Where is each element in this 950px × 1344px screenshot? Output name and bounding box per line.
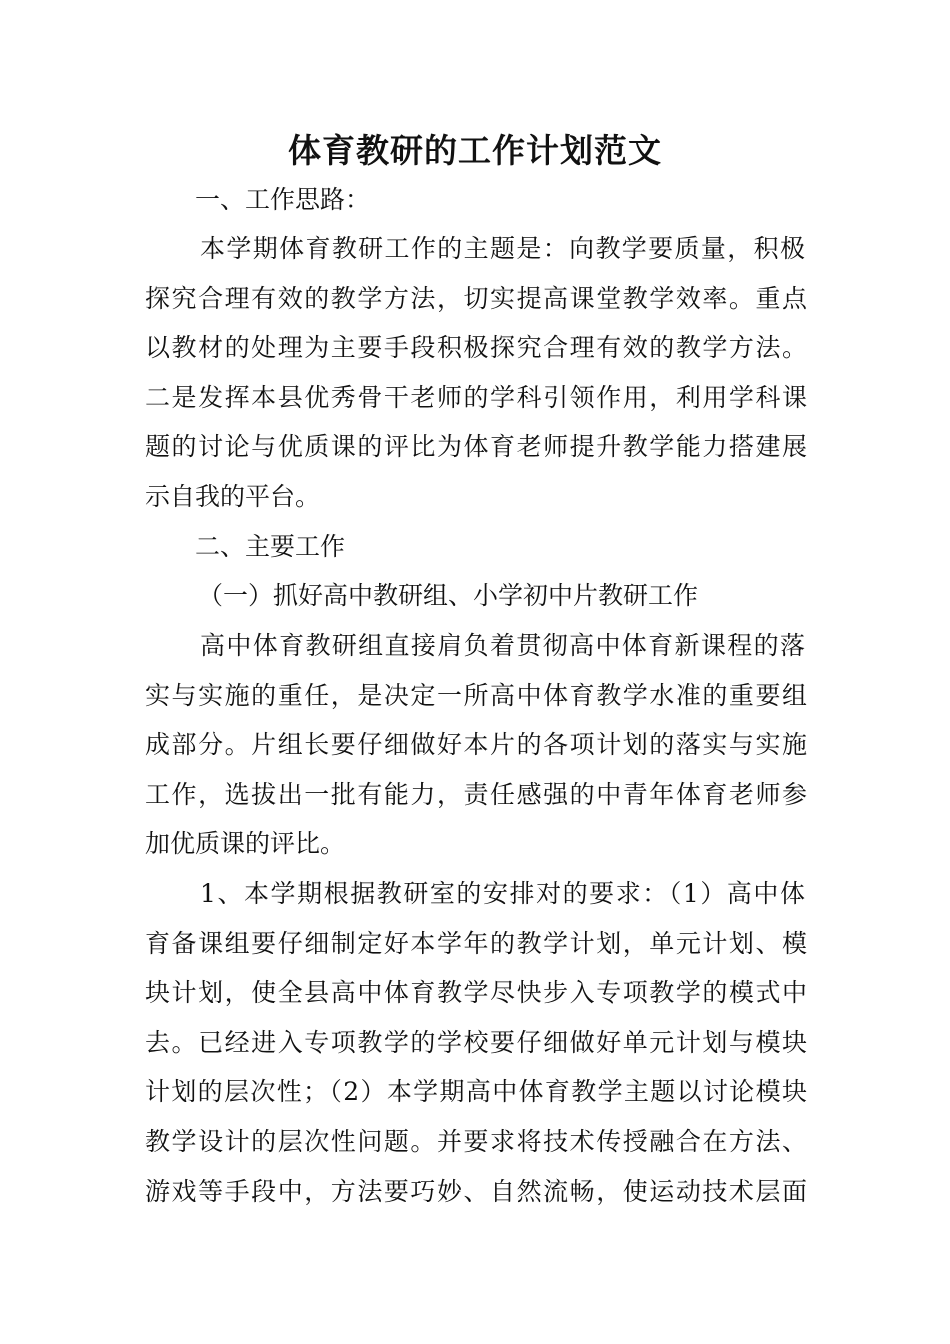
paragraph-line: 块计划，使全县高中体育教学尽快步入专项教学的模式中 [145,978,807,1007]
paragraph-line: 计划的层次性；（2）本学期高中体育教学主题以讨论模块 [145,1077,807,1106]
paragraph-line: 实与实施的重任，是决定一所高中体育教学水准的重要组 [145,681,807,710]
paragraph-line: 教学设计的层次性问题。并要求将技术传授融合在方法、 [145,1127,807,1156]
paragraph-line: 题的讨论与优质课的评比为体育老师提升教学能力搭建展 [145,432,807,461]
paragraph-line: 二是发挥本县优秀骨干老师的学科引领作用，利用学科课 [145,383,807,412]
subsection-heading: （一）抓好高中教研组、小学初中片教研工作 [198,581,699,610]
paragraph-line: 育备课组要仔细制定好本学年的教学计划，单元计划、模 [145,929,807,958]
paragraph-line: 探究合理有效的教学方法，切实提高课堂教学效率。重点 [145,284,807,313]
paragraph-line: 高中体育教研组直接肩负着贯彻高中体育新课程的落 [200,631,805,660]
paragraph-line: 示自我的平台。 [145,482,321,511]
paragraph-line: 本学期体育教研工作的主题是：向教学要质量，积极 [200,234,805,263]
section-heading-2: 二、主要工作 [195,532,346,561]
paragraph-line: 去。已经进入专项教学的学校要仔细做好单元计划与模块 [145,1028,807,1057]
paragraph-line: 工作，选拔出一批有能力，责任感强的中青年体育老师参 [145,780,807,809]
paragraph-line: 游戏等手段中，方法要巧妙、自然流畅，使运动技术层面 [145,1177,807,1206]
section-heading-1: 一、工作思路： [195,185,371,214]
document-title: 体育教研的工作计划范文 [288,131,662,170]
paragraph-line: 1、本学期根据教研室的安排对的要求：（1）高中体 [200,879,805,908]
paragraph-line: 成部分。片组长要仔细做好本片的各项计划的落实与实施 [145,730,807,759]
paragraph-line: 以教材的处理为主要手段积极探究合理有效的教学方法。 [145,333,807,362]
paragraph-line: 加优质课的评比。 [145,829,346,858]
